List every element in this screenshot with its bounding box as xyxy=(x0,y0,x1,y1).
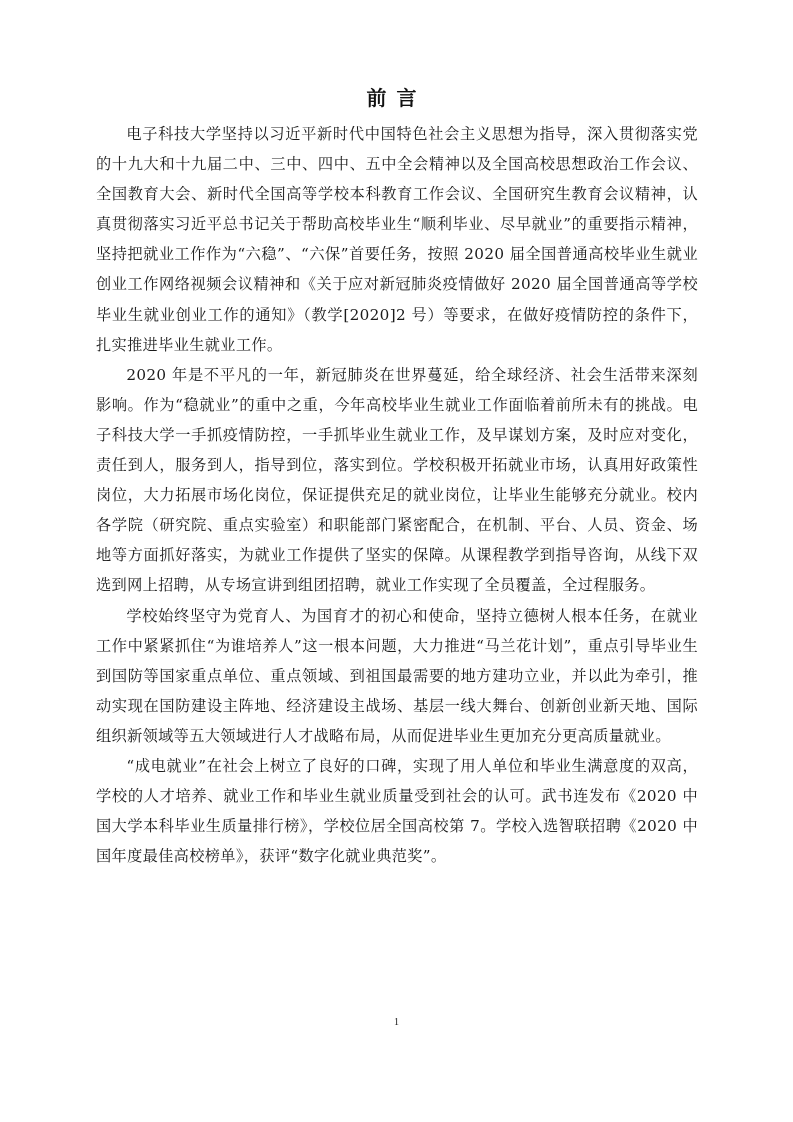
page-title: 前言 xyxy=(366,86,427,110)
page-number: 1 xyxy=(394,1017,399,1028)
paragraph-recognition: “成电就业”在社会上树立了良好的口碑，实现了用人单位和毕业生满意度的双高，学校的人才培养、就业工作和毕业生就业质量受到社会的认可。武书连发布《2020 中国大学本科毕业生质量排行榜》，学校位居全国高校第 7。学校入选智联招聘《2020 中国年度最佳高校榜单》，获评“数字化就业典范奖”。 xyxy=(96,756,698,866)
paragraph-mission: 学校始终坚守为党育人、为国育才的初心和使命，坚持立德树人根本任务，在就业工作中紧紧抓住“为谁培养人”这一根本问题，大力推进“马兰花计划”，重点引导毕业生到国防等国家重点单位、重点领域、到祖国最需要的地方建功立业，并以此为牵引，推动实现在国防建设主阵地、经济建设主战场、基层一线大舞台、创新创业新天地、国际组织新领域等五大领域进行人才战略布局，从而促进毕业生更加充分更高质量就业。 xyxy=(96,606,698,745)
document-body xyxy=(96,119,698,871)
paragraph-intro: 电子科技大学坚持以习近平新时代中国特色社会主义思想为指导，深入贯彻落实党的十九大和十九届二中、三中、四中、五中全会精神以及全国高校思想政治工作会议、全国教育大会、新时代全国高等学校本科教育工作会议、全国研究生教育会议精神，认真贯彻落实习近平总书记关于帮助高校毕业生“顺利毕业、尽早就业”的重要指示精神，坚持把就业工作作为“六稳”、“六保”首要任务，按照 2020 届全国普通高校毕业生就业创业工作网络视频会议精神和《关于应对新冠肺炎疫情做好 2020 届全国普通高等学校毕业生就业创业工作的通知》（教学[2020]2 号）等要求，在做好疫情防控的条件下，扎实推进毕业生就业工作。 xyxy=(96,125,698,354)
paragraph-2020-challenge: 2020 年是不平凡的一年，新冠肺炎在世界蔓延，给全球经济、社会生活带来深刻影响。作为“稳就业”的重中之重，今年高校毕业生就业工作面临着前所未有的挑战。电子科技大学一手抓疫情防控，一手抓毕业生就业工作，及早谋划方案，及时应对变化，责任到人，服务到人，指导到位，落实到位。学校积极开拓就业市场，认真用好政策性岗位，大力拓展市场化岗位，保证提供充足的就业岗位，让毕业生能够充分就业。校内各学院（研究院、重点实验室）和职能部门紧密配合，在机制、平台、人员、资金、场地等方面抓好落实，为就业工作提供了坚实的保障。从课程教学到指导咨询，从线下双选到网上招聘，从专场宣讲到组团招聘，就业工作实现了全员覆盖，全过程服务。 xyxy=(96,365,698,595)
